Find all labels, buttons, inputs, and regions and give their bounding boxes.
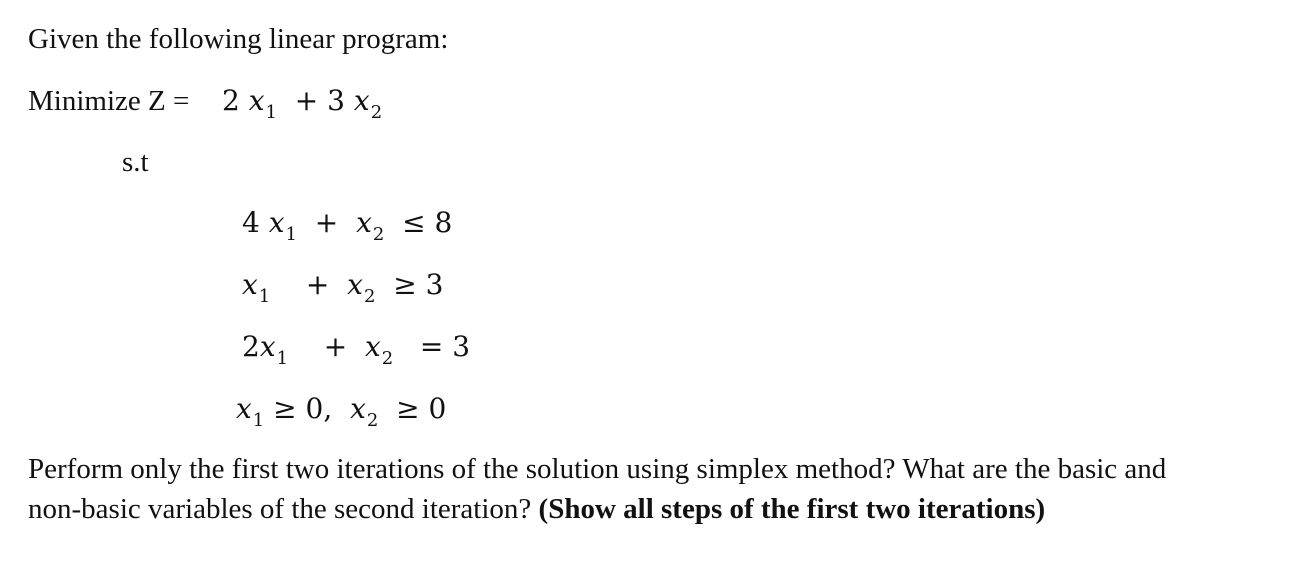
- question-line-1: Perform only the first two iterations of the solution using simplex method? What are the basic and: [28, 453, 1167, 485]
- constraint-2-rhs: 3: [425, 268, 444, 301]
- nonneg-op-2: ≥: [396, 392, 420, 425]
- st-label: s.t: [122, 146, 149, 178]
- constraint-3-coef: 2: [242, 330, 260, 363]
- constraint-2: [242, 268, 443, 306]
- var-x1: $x_1$: [248, 84, 277, 123]
- plus-sign: +: [314, 206, 339, 239]
- var-x1: $x_1$: [259, 330, 289, 369]
- objective-expression: [222, 84, 382, 122]
- objective-coef-1: 2: [222, 84, 240, 117]
- question-paragraph: [28, 449, 1298, 529]
- constraint-1-rhs: 8: [434, 206, 453, 239]
- constraint-3-rhs: 3: [452, 330, 471, 363]
- question-line-2: [28, 489, 1298, 529]
- constraint-3: [242, 330, 470, 368]
- var-x1: $x_1$: [236, 392, 265, 431]
- question-line-2-normal: non-basic variables of the second iteration?: [28, 493, 539, 525]
- var-x2: $x_2$: [350, 392, 379, 431]
- nonneg-rhs-2: 0: [428, 392, 447, 425]
- var-x1: $x_1$: [268, 206, 297, 245]
- var-x2: $x_2$: [356, 206, 385, 245]
- nonneg-rhs-1: 0,: [305, 392, 333, 425]
- nonnegativity-constraint: [236, 392, 446, 430]
- plus-sign: +: [323, 330, 348, 363]
- var-x2: $x_2$: [364, 330, 394, 369]
- question-line-2-bold: (Show all steps of the first two iterations): [538, 493, 1046, 525]
- constraint-1-coef: 4: [242, 206, 260, 239]
- var-x2: $x_2$: [347, 268, 376, 307]
- var-x1: $x_1$: [242, 268, 271, 307]
- constraint-1-op: ≤: [402, 206, 426, 239]
- objective-coef-2: 3: [327, 84, 345, 117]
- constraint-3-op: =: [419, 330, 444, 363]
- var-x2: $x_2$: [353, 84, 383, 123]
- plus-sign: +: [305, 268, 330, 301]
- plus-sign: +: [294, 84, 319, 117]
- nonneg-op-1: ≥: [273, 392, 297, 425]
- constraint-2-op: ≥: [393, 268, 417, 301]
- objective-label: Minimize Z =: [28, 85, 190, 117]
- intro-text: Given the following linear program:: [28, 23, 449, 55]
- constraint-1: [242, 206, 452, 244]
